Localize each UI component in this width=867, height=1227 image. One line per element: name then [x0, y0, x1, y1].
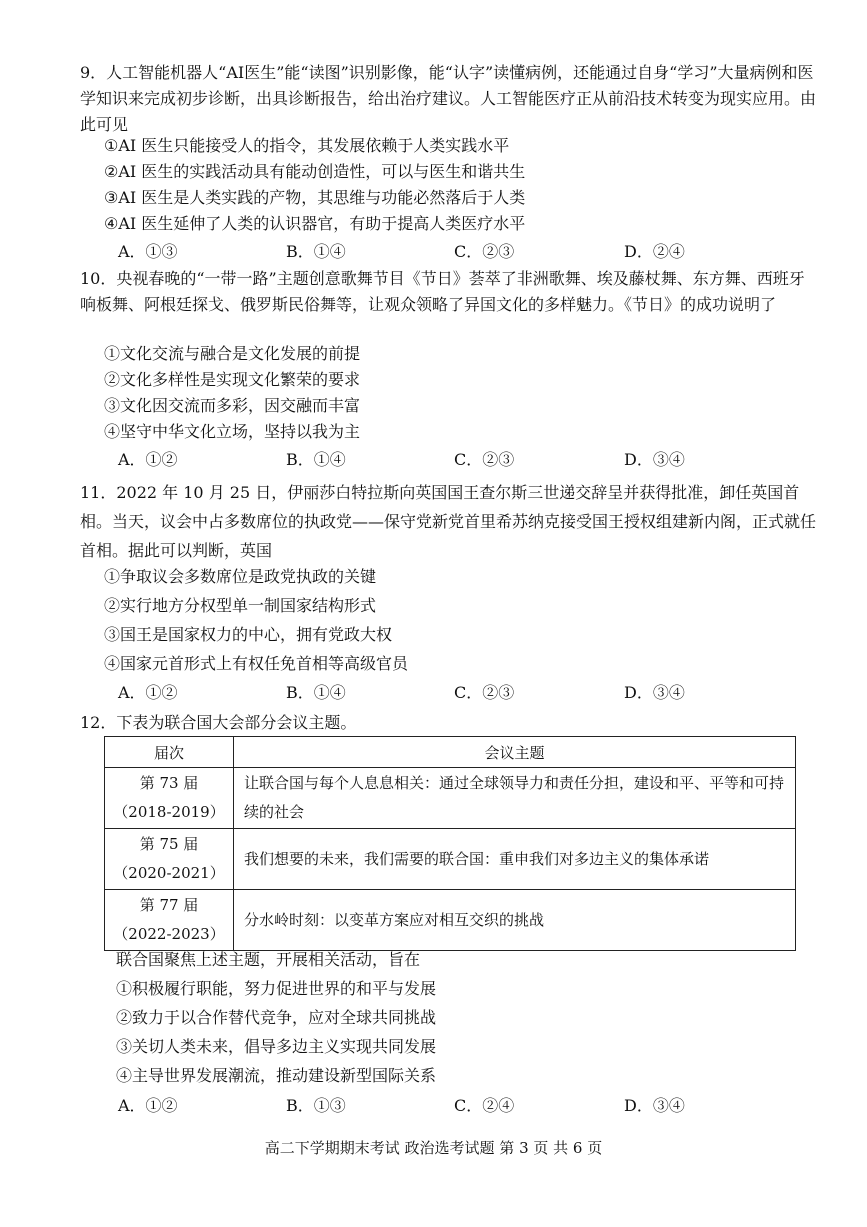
- session-years: （2018-2019）: [113, 803, 225, 821]
- session-cell: [105, 829, 234, 890]
- question-9-option-2: ②AI 医生的实践活动具有能动创造性，可以与医生和谐共生: [104, 162, 526, 181]
- table-row: [105, 890, 796, 951]
- question-11-option-4: ④国家元首形式上有权任免首相等高级官员: [104, 654, 409, 673]
- session-years: （2020-2021）: [113, 864, 225, 882]
- choice-c: C．②③: [454, 450, 515, 469]
- question-9-option-1: ①AI 医生只能接受人的指令，其发展依赖于人类实践水平: [104, 136, 510, 155]
- question-11-option-1: ①争取议会多数席位是政党执政的关键: [104, 567, 377, 586]
- question-9-option-4: ④AI 医生延伸了人类的认识器官，有助于提高人类医疗水平: [104, 214, 526, 233]
- question-12-option-3: ③关切人类未来，倡导多边主义实现共同发展: [116, 1037, 437, 1056]
- session-label: 第 75 届: [139, 835, 199, 853]
- choice-c: C．②④: [454, 1096, 515, 1115]
- question-11-option-3: ③国王是国家权力的中心，拥有党政大权: [104, 625, 393, 644]
- choice-c: C．②③: [454, 683, 515, 702]
- table-header-theme: 会议主题: [234, 737, 796, 768]
- question-12-choices: [118, 1095, 778, 1117]
- choice-b: B．①④: [286, 242, 346, 261]
- choice-b: B．①③: [286, 1096, 346, 1115]
- question-10-stem: 10．央视春晚的“一带一路”主题创意歌舞节目《节日》荟萃了非洲歌舞、埃及藤杖舞、东方舞、西班牙响板舞、阿根廷探戈、俄罗斯民俗舞等，让观众领略了异国文化的多样魅力。《节日》的成功说明了: [80, 269, 805, 314]
- session-label: 第 73 届: [139, 774, 199, 792]
- choice-d: D．③④: [624, 450, 685, 469]
- choice-d: D．②④: [624, 242, 685, 261]
- choice-b: B．①④: [286, 450, 346, 469]
- choice-d: D．③④: [624, 1096, 685, 1115]
- choice-a: A．①②: [118, 1096, 178, 1115]
- choice-a: A．①③: [118, 242, 178, 261]
- question-9-choices: [118, 241, 778, 263]
- un-themes-table: [104, 736, 796, 951]
- table-row: [105, 768, 796, 829]
- session-cell: [105, 890, 234, 951]
- choice-b: B．①④: [286, 683, 346, 702]
- theme-cell: 分水岭时刻：以变革方案应对相互交织的挑战: [234, 890, 796, 951]
- question-10-option-1: ①文化交流与融合是文化发展的前提: [104, 344, 361, 363]
- question-10-option-2: ②文化多样性是实现文化繁荣的要求: [104, 370, 361, 389]
- choice-d: D．③④: [624, 683, 685, 702]
- question-12-option-1: ①积极履行职能，努力促进世界的和平与发展: [116, 979, 437, 998]
- question-11-stem: 11．2022 年 10 月 25 日，伊丽莎白特拉斯向英国国王查尔斯三世递交辞呈并获得批准，卸任英国首相。当天，议会中占多数席位的执政党——保守党新党首里希苏纳克接受国王授权组建新内阁，正式就任首相。据此可以判断，英国: [80, 483, 817, 560]
- page-footer: 高二下学期期末考试 政治选考试题 第 3 页 共 6 页: [264, 1139, 603, 1157]
- question-12-option-4: ④主导世界发展潮流，推动建设新型国际关系: [116, 1066, 437, 1085]
- table-row: [105, 829, 796, 890]
- question-12-stem: 12．下表为联合国大会部分会议主题。: [80, 713, 357, 732]
- session-label: 第 77 届: [139, 896, 199, 914]
- choice-c: C．②③: [454, 242, 515, 261]
- session-cell: [105, 768, 234, 829]
- question-9-stem: 9．人工智能机器人“AI医生”能“读图”识别影像，能“认字”读懂病例，还能通过自身“学习”大量病例和医学知识来完成初步诊断，出具诊断报告，给出治疗建议。人工智能医疗正从前沿技术转变为现实应用。由此可见: [80, 63, 817, 134]
- choice-a: A．①②: [118, 450, 178, 469]
- question-10-option-4: ④坚守中华文化立场，坚持以我为主: [104, 422, 361, 441]
- choice-a: A．①②: [118, 683, 178, 702]
- theme-cell: 让联合国与每个人息息相关：通过全球领导力和责任分担，建设和平、平等和可持续的社会: [234, 768, 796, 829]
- question-12-option-2: ②致力于以合作替代竞争，应对全球共同挑战: [116, 1008, 437, 1027]
- question-11-option-2: ②实行地方分权型单一制国家结构形式: [104, 596, 377, 615]
- question-12-prompt: 联合国聚焦上述主题，开展相关活动，旨在: [116, 950, 421, 969]
- theme-cell: 我们想要的未来，我们需要的联合国：重申我们对多边主义的集体承诺: [234, 829, 796, 890]
- question-9-option-3: ③AI 医生是人类实践的产物，其思维与功能必然落后于人类: [104, 188, 526, 207]
- question-10-choices: [118, 449, 778, 471]
- table-header-session: 届次: [105, 737, 234, 768]
- question-10-option-3: ③文化因交流而多彩，因交融而丰富: [104, 396, 361, 415]
- question-11-choices: [118, 682, 778, 704]
- session-years: （2022-2023）: [113, 925, 225, 943]
